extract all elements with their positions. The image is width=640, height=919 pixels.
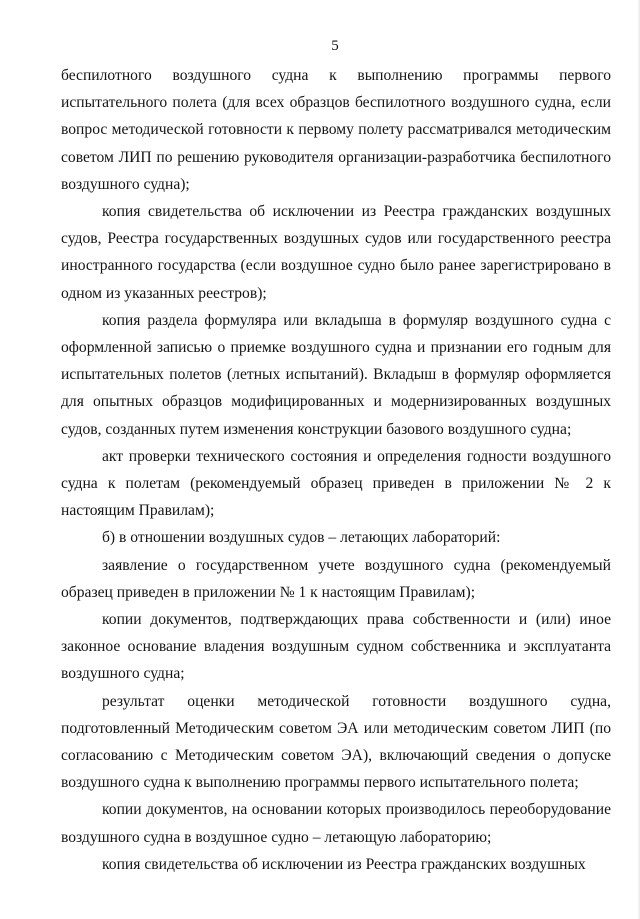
paragraph-methodical-readiness-result: результат оценки методической готовности воздушного судна, подготовленный Методическим советом ЭА или методическим советом ЛИП (по согласованию с Методическим советом ЭА), включающий сведения о допуске воздушного судна к выполнению программы первого испытательного полета; xyxy=(61,692,611,792)
paragraph-registry-exclusion-copy: копия свидетельства об исключении из Реестра гражданских воздушных судов, Реестра государственных воздушных судов или государственного реестра иностранного государства (если воздушное судно было ранее зарегистрировано в одном из указанных реестров); xyxy=(61,203,611,302)
paragraph-logbook-section-copy: копия раздела формуляра или вкладыша в формуляр воздушного судна с оформленной записью о приемке воздушного судна и признании его годным для испытательных полетов (летных испытаний). Вкладыш в формуляр оформляется для опытных образцов модифицированных и модернизированных воздушных судов, созданных путем изменения конструкции базового воздушного судна; xyxy=(61,311,611,438)
document-body xyxy=(61,62,611,878)
paragraph-technical-inspection-act: акт проверки технического состояния и определения годности воздушного судна к полетам (рекомендуемый образец приведен в приложении № 2 к настоящим Правилам); xyxy=(61,447,611,520)
paragraph-ownership-documents: копии документов, подтверждающих права собственности и (или) иное законное основание владения воздушным судном собственника и эксплуатанта воздушного судна; xyxy=(61,611,611,683)
paragraph-item-b-heading: б) в отношении воздушных судов – летающих лабораторий: xyxy=(102,529,501,547)
paragraph-registry-exclusion-copy-2: копия свидетельства об исключении из Реестра гражданских воздушных xyxy=(102,855,586,873)
paragraph-state-registration-application: заявление о государственном учете воздушного судна (рекомендуемый образец приведен в приложении № 1 к настоящим Правилам); xyxy=(61,556,611,601)
page-number: 5 xyxy=(331,38,339,54)
paragraph-conversion-documents: копии документов, на основании которых производилось переоборудование воздушного судна в воздушное судно – летающую лабораторию; xyxy=(61,801,611,846)
paragraph-continuation: беспилотного воздушного судна к выполнению программы первого испытательного полета (для всех образцов беспилотного воздушного судна, если вопрос методической готовности к первому полету рассматривался методическим советом ЛИП по решению руководителя организации-разработчика беспилотного воздушного судна); xyxy=(61,67,611,193)
